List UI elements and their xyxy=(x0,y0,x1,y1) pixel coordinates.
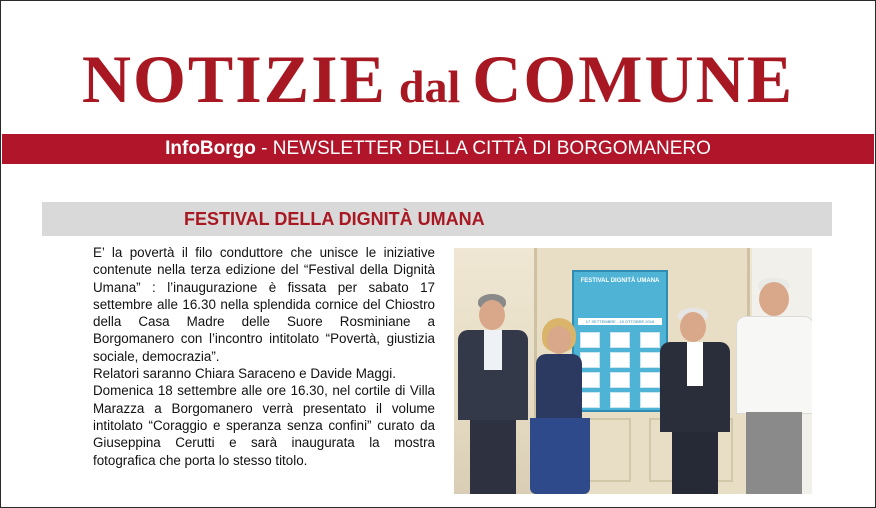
poster-thumbnail xyxy=(640,392,660,408)
masthead-word-dal: dal xyxy=(398,61,461,112)
masthead-word-notizie: NOTIZIE xyxy=(81,41,387,117)
poster-thumbnail xyxy=(640,352,660,368)
article-paragraph: Domenica 18 settembre alle ore 16.30, nel cortile di Villa Marazza a Borgomanero verrà presentato il volume intitolato “Coraggio e speranza senza confini” curato da Giuseppina Cerutti e sarà inaugurata la mostra fotografica che porta lo stesso titolo. xyxy=(93,383,435,468)
masthead-title xyxy=(0,40,876,119)
article-title: FESTIVAL DELLA DIGNITÀ UMANA xyxy=(184,209,485,229)
poster-thumbnail xyxy=(580,352,600,368)
festival-poster xyxy=(572,270,668,412)
poster-thumbnail xyxy=(610,372,630,388)
poster-thumbnail xyxy=(580,372,600,388)
poster-thumbnail xyxy=(610,392,630,408)
poster-thumbnail xyxy=(580,392,600,408)
poster-thumbnail xyxy=(640,372,660,388)
article-body xyxy=(93,244,435,469)
article-paragraph: E’ la povertà il filo conduttore che unisce le iniziative contenute nella terza edizione del “Festival della Dignità Umana” : l’inaugurazione è fissata per sabato 17 settembre alle 16.30 nella splendida cornice del Chiostro della Casa Madre delle Suore Rosminiane a Borgomanero con l’incontro intitolato “Povertà, giustizia sociale, democrazia”. xyxy=(93,245,435,364)
poster-date: 17 SETTEMBRE - 15 OTTOBRE 2016 xyxy=(578,318,662,325)
poster-thumbnail xyxy=(610,332,630,348)
poster-thumbnail xyxy=(640,332,660,348)
banner-text: - NEWSLETTER DELLA CITTÀ DI BORGOMANERO xyxy=(255,138,711,159)
event-photo xyxy=(454,248,812,494)
poster-title: FESTIVAL DIGNITÀ UMANA xyxy=(580,278,660,284)
newsletter-banner xyxy=(2,134,874,164)
poster-thumbnail xyxy=(580,332,600,348)
banner-brand: InfoBorgo xyxy=(165,138,256,159)
article-paragraph: Relatori saranno Chiara Saraceno e Davide Maggi. xyxy=(93,366,396,382)
poster-thumbnail xyxy=(610,352,630,368)
masthead-word-comune: COMUNE xyxy=(472,41,795,117)
article-title-bar xyxy=(42,202,832,236)
